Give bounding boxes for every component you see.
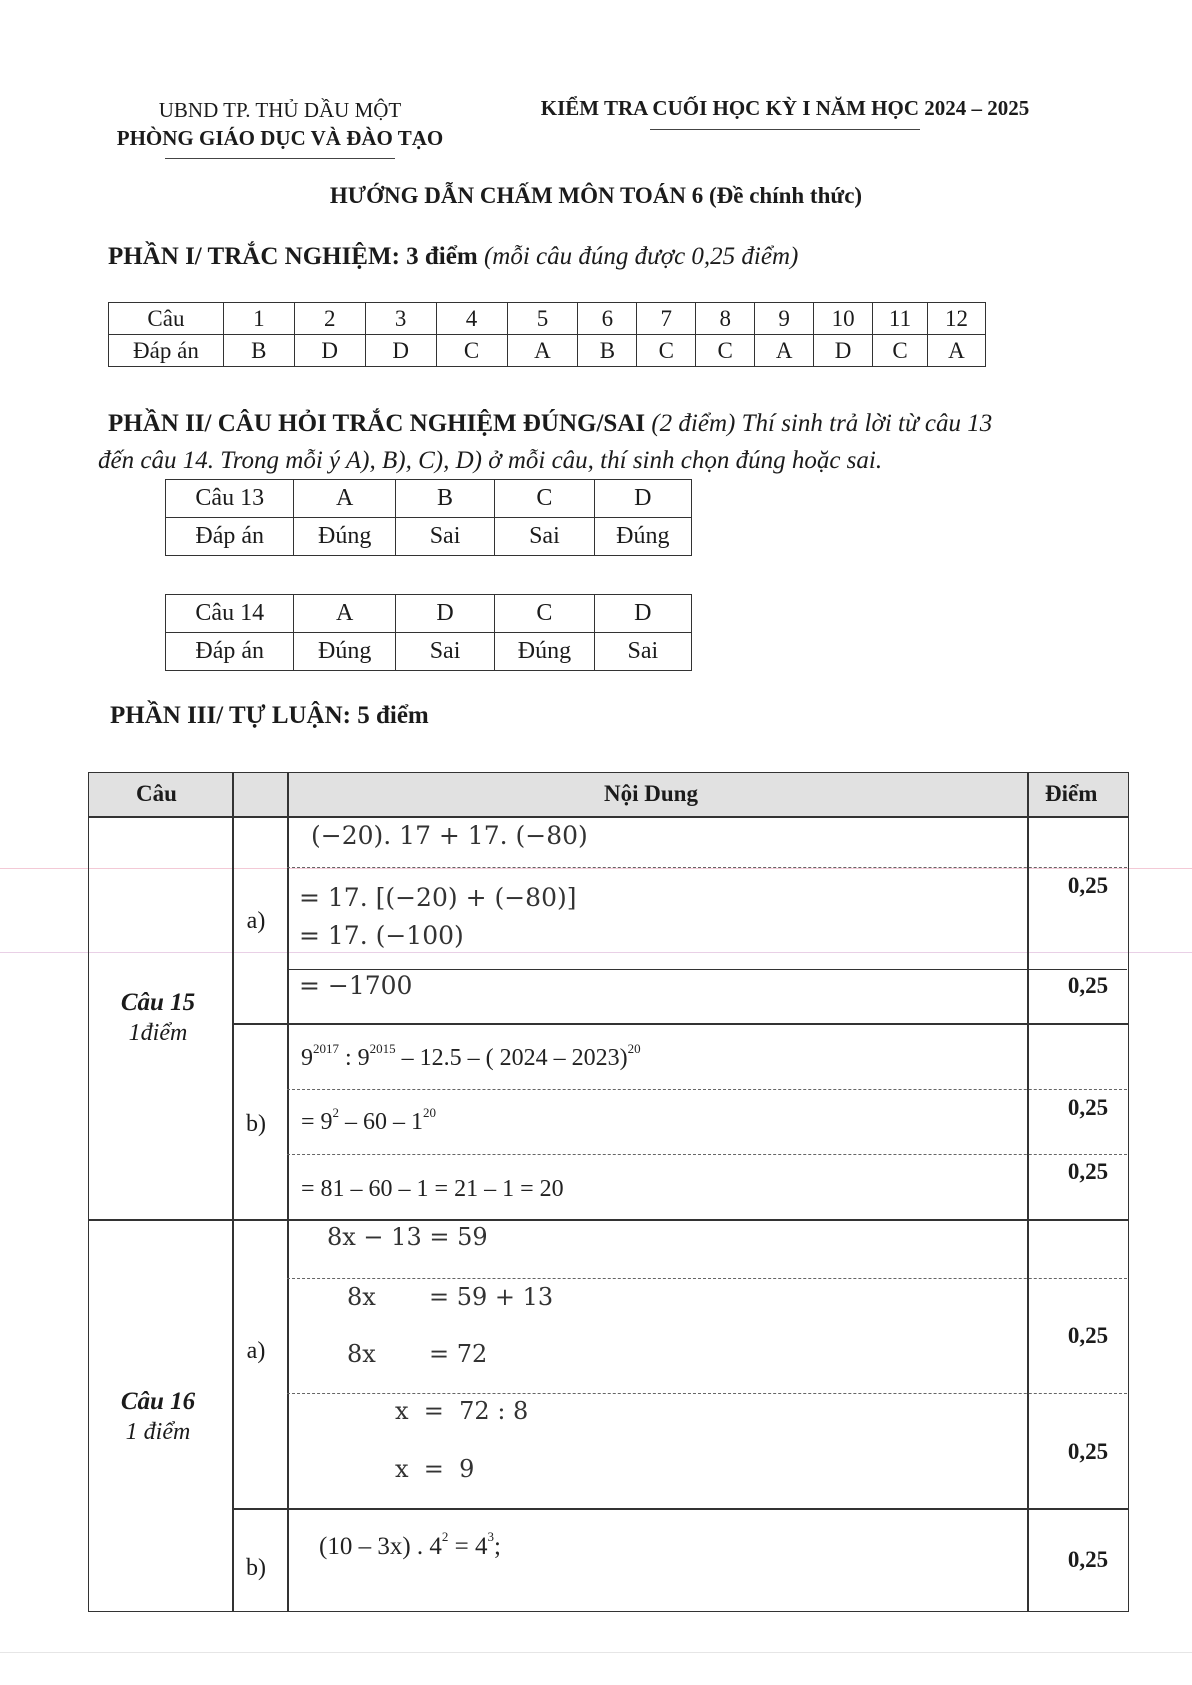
q16a-line2-right: = 59 + 13 bbox=[429, 1283, 554, 1311]
answer-cell: B bbox=[578, 335, 637, 367]
q15a-line4: = −1700 bbox=[299, 971, 413, 1000]
part1-title: PHẦN I/ TRẮC NGHIỆM: 3 điểm bbox=[108, 243, 478, 270]
question-number: 3 bbox=[365, 303, 436, 335]
exam-title-underline bbox=[650, 129, 920, 130]
expr-part: – 60 – 1 bbox=[339, 1109, 424, 1135]
issuer-underline bbox=[165, 158, 395, 159]
q15-part-a: a) bbox=[246, 908, 266, 934]
issuer-line1: UBND TP. THỦ DẦU MỘT bbox=[158, 98, 402, 122]
part1-heading bbox=[108, 243, 798, 271]
option-header: B bbox=[395, 480, 494, 518]
answer-cell: Đúng bbox=[294, 633, 395, 671]
col-header-content: Nội Dung bbox=[604, 781, 698, 806]
q16-part-b: b) bbox=[246, 1555, 266, 1581]
option-header: A bbox=[294, 480, 395, 518]
question-number: 8 bbox=[696, 303, 755, 335]
q13-header-row bbox=[166, 480, 692, 518]
answer-cell: D bbox=[294, 335, 365, 367]
q16a-line2-left: 8x bbox=[347, 1283, 376, 1311]
grid-line bbox=[232, 773, 234, 1611]
q14-header-row bbox=[166, 595, 692, 633]
exponent: 2015 bbox=[369, 1041, 396, 1056]
grid-line bbox=[287, 773, 289, 1611]
answer-cell: A bbox=[755, 335, 814, 367]
q15a-line3: = 17. (−100) bbox=[299, 921, 464, 950]
exponent: 2 bbox=[332, 1105, 340, 1120]
q15b-score-2: 0,25 bbox=[1067, 1159, 1109, 1184]
issuer-block bbox=[90, 96, 470, 159]
part2-instruction-2: đến câu 14. Trong mỗi ý A), B), C), D) ở mỗi câu, thí sinh chọn đúng hoặc sai. bbox=[98, 447, 883, 474]
q16a-score-1: 0,25 bbox=[1067, 1323, 1109, 1348]
expr-part: : 9 bbox=[339, 1045, 370, 1071]
answer-cell: D bbox=[365, 335, 436, 367]
answer-cell: A bbox=[927, 335, 985, 367]
q15b-score-1: 0,25 bbox=[1067, 1095, 1109, 1120]
q15-label: Câu 15 bbox=[120, 989, 196, 1016]
essay-grading-table bbox=[88, 772, 1129, 1612]
scan-line bbox=[0, 1652, 1192, 1653]
answer-cell: A bbox=[507, 335, 578, 367]
answer-cell: D bbox=[814, 335, 873, 367]
exam-title-block bbox=[505, 96, 1065, 130]
expr-part: = 9 bbox=[301, 1109, 333, 1135]
q16a-score-2: 0,25 bbox=[1067, 1439, 1109, 1464]
q13-answer-row bbox=[166, 518, 692, 556]
q16a-line5: x = 9 bbox=[395, 1455, 475, 1483]
exponent: 2 bbox=[441, 1529, 449, 1544]
answer-cell: C bbox=[436, 335, 507, 367]
q13-label: Câu 13 bbox=[166, 480, 294, 518]
part1-note: (mỗi câu đúng được 0,25 điểm) bbox=[483, 243, 799, 270]
expr-part: – 12.5 – ( 2024 – 2023) bbox=[395, 1045, 628, 1071]
q15-part-b: b) bbox=[246, 1111, 266, 1137]
q14-answer-row bbox=[166, 633, 692, 671]
question-number: 4 bbox=[436, 303, 507, 335]
q16-part-a: a) bbox=[246, 1338, 266, 1364]
question-number: 2 bbox=[294, 303, 365, 335]
q16a-line3-right: = 72 bbox=[429, 1340, 488, 1368]
part2-instruction-1: Thí sinh trả lời từ câu 13 bbox=[741, 410, 993, 437]
expr-part: = 4 bbox=[448, 1533, 488, 1560]
exponent: 20 bbox=[627, 1041, 641, 1056]
answer-cell: Đúng bbox=[594, 518, 691, 556]
question-number: 1 bbox=[223, 303, 294, 335]
row-separator bbox=[287, 1393, 1127, 1394]
expr-part: (10 – 3x) . 4 bbox=[319, 1533, 442, 1560]
question-number: 11 bbox=[873, 303, 928, 335]
grid-line bbox=[89, 1219, 1128, 1221]
grid-line bbox=[232, 1023, 1128, 1025]
grid-line bbox=[89, 816, 1128, 818]
q16b-line1 bbox=[319, 1529, 501, 1561]
guide-title: HƯỚNG DẪN CHẤM MÔN TOÁN 6 (Đề chính thức) bbox=[329, 183, 863, 208]
q15a-score-2: 0,25 bbox=[1067, 973, 1109, 998]
part3-title: PHẦN III/ TỰ LUẬN: 5 điểm bbox=[110, 702, 429, 729]
essay-table-header bbox=[89, 773, 1128, 816]
option-header: D bbox=[395, 595, 494, 633]
option-header: A bbox=[294, 595, 395, 633]
q16b-score-1: 0,25 bbox=[1067, 1547, 1109, 1572]
row-separator bbox=[287, 969, 1127, 970]
answer-cell: Sai bbox=[594, 633, 691, 671]
part2-points: (2 điểm) bbox=[651, 410, 736, 437]
answer-cell: C bbox=[696, 335, 755, 367]
exponent: 3 bbox=[487, 1529, 495, 1544]
row-separator bbox=[287, 867, 1127, 868]
q15b-line1 bbox=[301, 1041, 641, 1072]
part1-answer-row bbox=[109, 335, 986, 367]
q15a-line1: (−20). 17 + 17. (−80) bbox=[311, 821, 588, 850]
row-separator bbox=[287, 1278, 1127, 1279]
answer-cell: Đúng bbox=[495, 633, 594, 671]
part1-answer-table bbox=[108, 302, 986, 367]
option-header: C bbox=[495, 595, 594, 633]
answer-label: Đáp án bbox=[166, 518, 294, 556]
part1-question-row bbox=[109, 303, 986, 335]
answer-cell: B bbox=[223, 335, 294, 367]
row-separator bbox=[287, 1089, 1127, 1090]
q16-label: Câu 16 bbox=[120, 1388, 196, 1415]
answer-cell: Đúng bbox=[294, 518, 395, 556]
part2-title: PHẦN II/ CÂU HỎI TRẮC NGHIỆM ĐÚNG/SAI bbox=[108, 410, 646, 437]
q16a-line3-left: 8x bbox=[347, 1340, 376, 1368]
answer-cell: Sai bbox=[495, 518, 594, 556]
option-header: C bbox=[495, 480, 594, 518]
question-number: 7 bbox=[637, 303, 696, 335]
grid-line bbox=[1027, 773, 1029, 1611]
expr-part: ; bbox=[494, 1533, 501, 1560]
question-number: 5 bbox=[507, 303, 578, 335]
q14-answer-table bbox=[165, 594, 692, 671]
question-number: 9 bbox=[755, 303, 814, 335]
col-header-cau: Câu bbox=[136, 781, 177, 806]
exponent: 2017 bbox=[313, 1041, 339, 1056]
q13-answer-table bbox=[165, 479, 692, 556]
q15b-line3: = 81 – 60 – 1 = 21 – 1 = 20 bbox=[301, 1176, 564, 1202]
question-number: 6 bbox=[578, 303, 637, 335]
row-separator bbox=[287, 1154, 1127, 1155]
q16-points: 1 điểm bbox=[125, 1419, 191, 1445]
question-number: 10 bbox=[814, 303, 873, 335]
part2-instruction bbox=[98, 443, 1098, 479]
q15-points: 1điểm bbox=[128, 1020, 188, 1046]
q16-label-block bbox=[89, 1387, 227, 1447]
exam-title: KIỂM TRA CUỐI HỌC KỲ I NĂM HỌC 2024 – 2025 bbox=[540, 96, 1030, 120]
q16a-line1: 8x − 13 = 59 bbox=[327, 1223, 488, 1251]
answer-cell: C bbox=[637, 335, 696, 367]
part2-heading bbox=[108, 406, 1108, 442]
option-header: D bbox=[594, 480, 691, 518]
col-header-points: Điểm bbox=[1045, 781, 1098, 806]
row-label: Đáp án bbox=[109, 335, 224, 367]
answer-cell: Sai bbox=[395, 633, 494, 671]
q15-label-block bbox=[89, 988, 227, 1048]
answer-cell: Sai bbox=[395, 518, 494, 556]
q15b-line2 bbox=[301, 1105, 437, 1136]
q15a-line2: = 17. [(−20) + (−80)] bbox=[299, 883, 577, 912]
part3-heading bbox=[110, 702, 429, 730]
exponent: 20 bbox=[423, 1105, 437, 1120]
answer-cell: C bbox=[873, 335, 928, 367]
q16a-line4: x = 72 : 8 bbox=[395, 1397, 529, 1425]
option-header: D bbox=[594, 595, 691, 633]
grid-line bbox=[232, 1508, 1128, 1510]
answer-label: Đáp án bbox=[166, 633, 294, 671]
question-number: 12 bbox=[927, 303, 985, 335]
q15a-score-1: 0,25 bbox=[1067, 873, 1109, 898]
expr-part: 9 bbox=[301, 1045, 313, 1071]
q14-label: Câu 14 bbox=[166, 595, 294, 633]
issuer-line2: PHÒNG GIÁO DỤC VÀ ĐÀO TẠO bbox=[116, 126, 444, 150]
row-label: Câu bbox=[109, 303, 224, 335]
